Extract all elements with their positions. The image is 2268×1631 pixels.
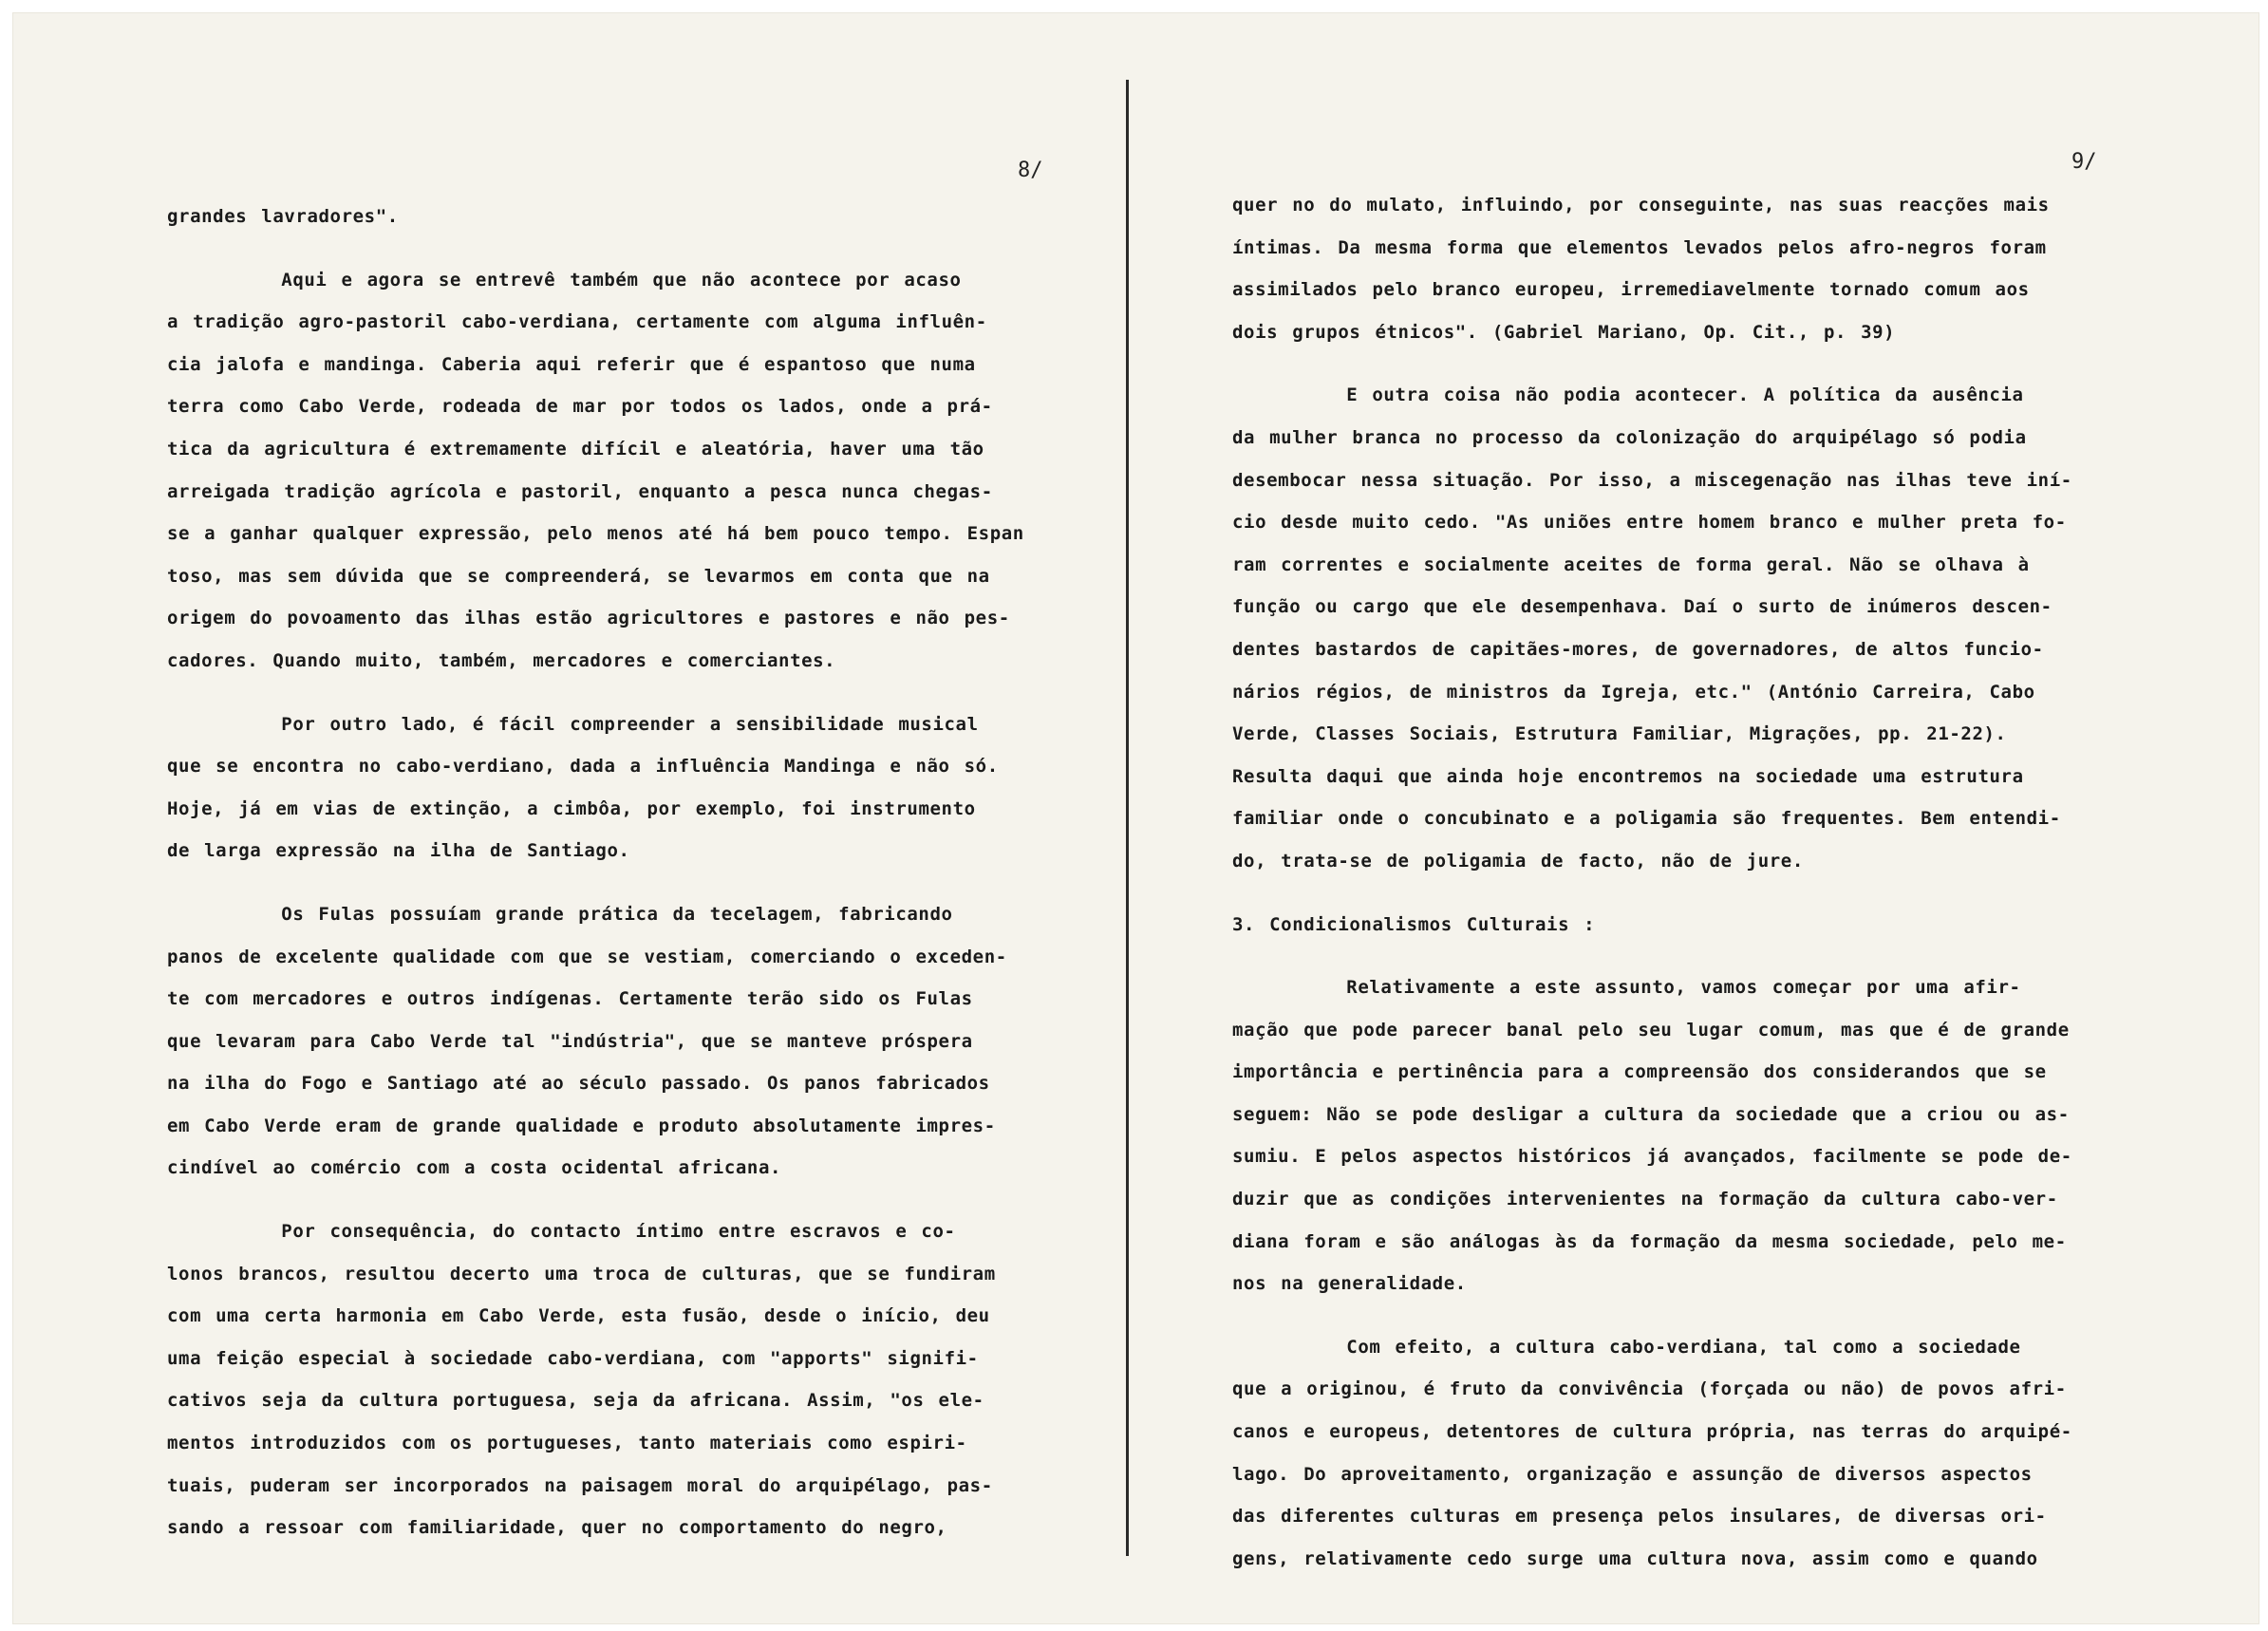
text-line: seguem: Não se pode desligar a cultura da sociedade que a criou ou as- — [1232, 1103, 2070, 1125]
paragraph-gap — [1232, 1305, 2239, 1326]
text-line: sando a ressoar com familiaridade, quer no comportamento do negro, — [167, 1517, 947, 1539]
text-line: do, trata-se de poligamia de facto, não de jure. — [1232, 850, 1804, 872]
paragraph-gap — [167, 683, 1107, 703]
text-line: mação que pode parecer banal pelo seu lugar comum, mas que é de grande — [1232, 1019, 2070, 1040]
text-line: toso, mas sem dúvida que se compreenderá, se levarmos em conta que na — [167, 565, 990, 587]
scanned-sheet — [13, 13, 2259, 1623]
text-line: Aqui e agora se entrevê também que não acontece por acaso — [167, 269, 962, 291]
text-line: a tradição agro-pastoril cabo-verdiana, certamente com alguma influên- — [167, 311, 987, 333]
text-line: cio desde muito cedo. "As uniões entre homem branco e mulher preta fo- — [1232, 512, 2067, 534]
text-line: que levaram para Cabo Verde tal "indústria", que se manteve próspera — [167, 1030, 973, 1052]
text-line: E outra coisa não podia acontecer. A política da ausência — [1232, 384, 2024, 406]
text-line: da mulher branca no processo da colonização do arquipélago só podia — [1232, 426, 2027, 448]
text-line: gens, relativamente cedo surge uma cultura nova, assim como e quando — [1232, 1547, 2038, 1569]
text-line: Relativamente a este assunto, vamos começar por uma afir- — [1232, 977, 2021, 999]
right-page — [1134, 13, 2254, 1623]
paragraph-gap — [1232, 353, 2239, 374]
text-line: das diferentes culturas em presença pelos insulares, de diversas ori- — [1232, 1506, 2047, 1528]
text-line: ram correntes e socialmente aceites de forma geral. Não se olhava à — [1232, 553, 2030, 575]
text-line: cindível ao comércio com a costa ocidental africana. — [167, 1157, 782, 1179]
page-number: 8/ — [1018, 159, 1043, 182]
page-body-text — [1232, 184, 2239, 1580]
text-line: arreigada tradição agrícola e pastoril, enquanto a pesca nunca chegas- — [167, 480, 993, 502]
paragraph-gap — [167, 872, 1107, 893]
text-line: cia jalofa e mandinga. Caberia aqui referir que é espantoso que numa — [167, 353, 976, 375]
text-line: cadores. Quando muito, também, mercadores e comerciantes. — [167, 649, 836, 671]
paragraph-gap — [167, 238, 1107, 259]
text-line: de larga expressão na ilha de Santiago. — [167, 840, 630, 862]
text-line: duzir que as condições intervenientes na formação da cultura cabo-ver- — [1232, 1189, 2058, 1210]
text-line: sumiu. E pelos aspectos históricos já avançados, facilmente se pode de- — [1232, 1146, 2072, 1168]
text-line: importância e pertinência para a compreensão dos considerandos que se — [1232, 1061, 2047, 1083]
page-fold-line — [1126, 80, 1129, 1556]
text-line: Os Fulas possuíam grande prática da tecelagem, fabricando — [167, 903, 953, 925]
text-line: Hoje, já em vias de extinção, a cimbôa, por exemplo, foi instrumento — [167, 797, 976, 819]
text-line: dois grupos étnicos". (Gabriel Mariano, Op. Cit., p. 39) — [1232, 321, 1896, 343]
text-line: dentes bastardos de capitães-mores, de governadores, de altos funcio- — [1232, 638, 2044, 660]
text-line: que a originou, é fruto da convivência (forçada ou não) de povos afri- — [1232, 1378, 2067, 1400]
text-line: lonos brancos, resultou decerto uma troca de culturas, que se fundiram — [167, 1263, 996, 1284]
text-line: te com mercadores e outros indígenas. Certamente terão sido os Fulas — [167, 988, 973, 1010]
text-line: Verde, Classes Sociais, Estrutura Familiar, Migrações, pp. 21-22). — [1232, 723, 2007, 745]
text-line: assimilados pelo branco europeu, irremediavelmente tornado comum aos — [1232, 279, 2030, 301]
text-line: panos de excelente qualidade com que se vestiam, comerciando o exceden- — [167, 946, 1007, 967]
text-line: mentos introduzidos com os portugueses, tanto materiais como espiri- — [167, 1433, 967, 1454]
text-line: Com efeito, a cultura cabo-verdiana, tal como a sociedade — [1232, 1336, 2021, 1358]
text-line: grandes lavradores". — [167, 206, 399, 227]
text-line: função ou cargo que ele desempenhava. Daí o surto de inúmeros descen- — [1232, 596, 2052, 618]
text-line: 3. Condicionalismos Culturais : — [1232, 913, 1596, 935]
paragraph-gap — [1232, 883, 2239, 904]
text-line: em Cabo Verde eram de grande qualidade e produto absolutamente impres- — [167, 1115, 996, 1136]
text-line: Por outro lado, é fácil compreender a sensibilidade musical — [167, 713, 979, 735]
text-line: com uma certa harmonia em Cabo Verde, esta fusão, desde o início, deu — [167, 1305, 990, 1327]
text-line: que se encontra no cabo-verdiano, dada a influência Mandinga e não só. — [167, 756, 999, 778]
page-body-text — [167, 196, 1107, 1549]
text-line: íntimas. Da mesma forma que elementos levados pelos afro-negros foram — [1232, 236, 2047, 258]
paragraph-gap — [167, 1190, 1107, 1210]
paragraph-gap — [1232, 946, 2239, 966]
text-line: terra como Cabo Verde, rodeada de mar por todos os lados, onde a prá- — [167, 396, 993, 418]
left-page — [13, 13, 1115, 1623]
text-line: tica da agricultura é extremamente difícil e aleatória, haver uma tão — [167, 438, 984, 459]
text-line: familiar onde o concubinato e a poligamia são frequentes. Bem entendi- — [1232, 808, 2061, 830]
text-line: desembocar nessa situação. Por isso, a miscegenação nas ilhas teve iní- — [1232, 469, 2072, 491]
text-line: se a ganhar qualquer expressão, pelo menos até há bem pouco tempo. Espan — [167, 523, 1024, 545]
text-line: uma feição especial à sociedade cabo-verdiana, com "apports" signifi- — [167, 1347, 979, 1369]
text-line: Resulta daqui que ainda hoje encontremos na sociedade uma estrutura — [1232, 765, 2024, 787]
text-line: canos e europeus, detentores de cultura própria, nas terras do arquipé- — [1232, 1421, 2072, 1443]
text-line: origem do povoamento das ilhas estão agricultores e pastores e não pes- — [167, 608, 1010, 629]
text-line: lago. Do aproveitamento, organização e assunção de diversos aspectos — [1232, 1463, 2033, 1485]
page-number: 9/ — [2071, 150, 2097, 174]
text-line: diana foram e são análogas às da formação da mesma sociedade, pelo me- — [1232, 1230, 2067, 1252]
text-line: tuais, puderam ser incorporados na paisagem moral do arquipélago, pas- — [167, 1474, 993, 1496]
text-line: nos na generalidade. — [1232, 1273, 1467, 1295]
text-line: Por consequência, do contacto íntimo entre escravos e co- — [167, 1221, 956, 1243]
text-line: na ilha do Fogo e Santiago até ao século passado. Os panos fabricados — [167, 1073, 990, 1095]
text-line: nários régios, de ministros da Igreja, etc." (António Carreira, Cabo — [1232, 681, 2035, 703]
text-line: quer no do mulato, influindo, por conseguinte, nas suas reacções mais — [1232, 195, 2050, 216]
text-line: cativos seja da cultura portuguesa, seja da africana. Assim, "os ele- — [167, 1390, 984, 1412]
